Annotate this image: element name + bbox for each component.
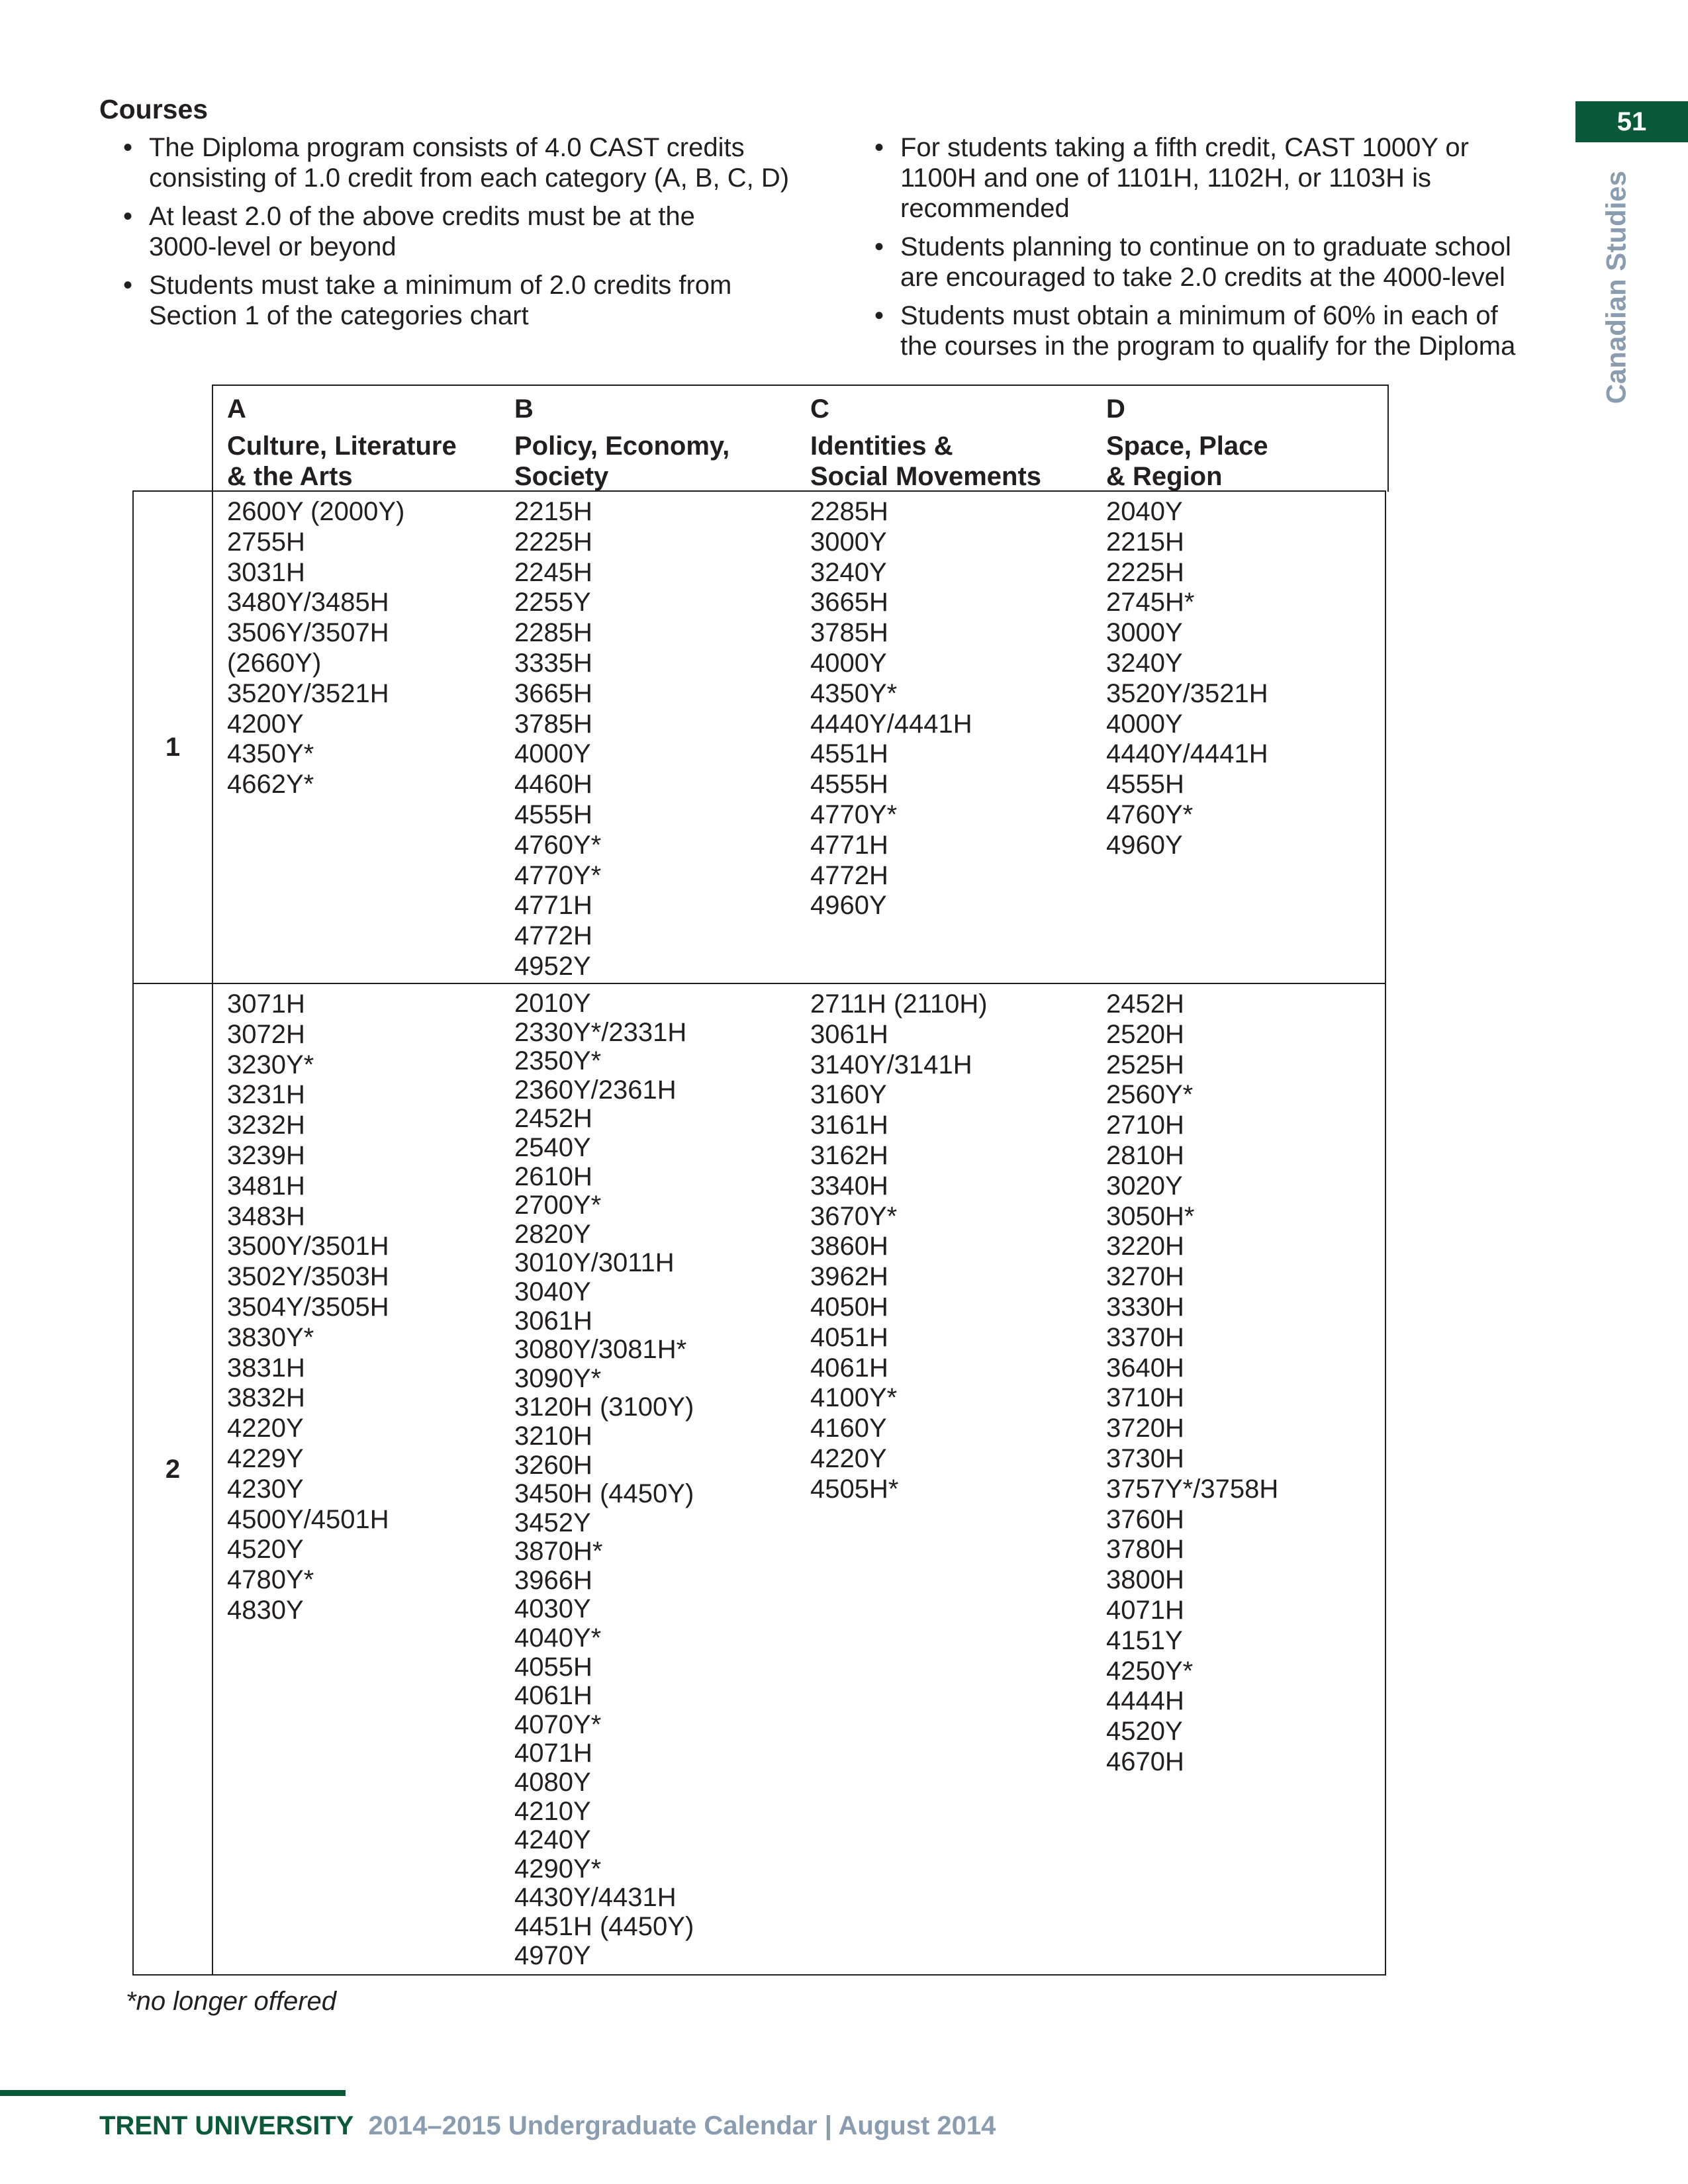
row-divider [212, 492, 213, 983]
bullet-item [851, 132, 1566, 224]
course-list-a [227, 497, 404, 800]
course-code: 2350Y* [514, 1046, 602, 1076]
course-code: 4250Y* [1106, 1656, 1194, 1686]
course-list-d [1106, 989, 1278, 1778]
column-title-line: Space, Place [1106, 432, 1268, 461]
course-code: 4200Y [227, 709, 304, 739]
course-code: 3050H* [1106, 1201, 1195, 1231]
bullet-line: 1100H and one of 1101H, 1102H, or 1103H is [900, 163, 1432, 193]
course-code: 2330Y*/2331H [514, 1017, 687, 1047]
course-code: 4061H [514, 1681, 592, 1711]
column-header-a [227, 394, 457, 492]
course-code: 4430Y/4431H [514, 1883, 677, 1913]
course-code: 4760Y* [1106, 799, 1194, 829]
column-title [227, 431, 457, 492]
course-code: 3160Y [810, 1080, 887, 1110]
course-code: 3072H [227, 1019, 305, 1049]
course-code: 4220Y [810, 1443, 887, 1473]
bullet-line: The Diploma program consists of 4.0 CAST credits [149, 133, 745, 162]
bullet-item [99, 201, 861, 262]
bullet-line: consisting of 1.0 credit from each category (A, B, C, D) [149, 163, 790, 193]
bullet-item [99, 132, 861, 193]
table-header [212, 385, 1389, 492]
column-header-b [514, 394, 729, 492]
course-code: 2700Y* [514, 1191, 602, 1220]
bullet-line: At least 2.0 of the above credits must be at the [149, 202, 695, 231]
course-code: 3330H [1106, 1292, 1184, 1322]
course-code: 4520Y [227, 1535, 304, 1565]
course-code: (2660Y) [227, 648, 322, 678]
course-code: 3231H [227, 1080, 305, 1110]
course-code: 4555H [514, 799, 592, 829]
course-code: 3090Y* [514, 1363, 602, 1393]
bullet-item [851, 232, 1566, 293]
course-code: 2285H [514, 618, 592, 648]
course-code: 4350Y* [227, 739, 314, 769]
course-code: 3230Y* [227, 1050, 314, 1079]
course-code: 3760H [1106, 1504, 1184, 1534]
course-code: 3260H [514, 1450, 592, 1480]
course-code: 3061H [810, 1019, 888, 1049]
course-code: 4220Y [227, 1414, 304, 1443]
course-code: 3500Y/3501H [227, 1232, 389, 1261]
course-code: 2452H [514, 1104, 592, 1134]
column-letter: A [227, 394, 246, 424]
course-code: 3370H [1106, 1322, 1184, 1352]
page-number: 51 [1575, 101, 1688, 142]
column-title-line: Society [514, 462, 609, 491]
bullet-line: are encouraged to take 2.0 credits at the 4000-level [900, 263, 1505, 292]
course-code: 3780H [1106, 1535, 1184, 1565]
course-code: 3071H [227, 989, 305, 1019]
course-code: 4670H [1106, 1747, 1184, 1776]
course-code: 4772H [514, 921, 592, 951]
course-code: 4952Y [514, 951, 591, 981]
course-code: 2255Y [514, 588, 591, 617]
course-code: 2010Y [514, 989, 591, 1018]
course-code: 2520H [1106, 1019, 1184, 1049]
course-code: 2040Y [1106, 497, 1183, 526]
course-code: 2711H (2110H) [810, 989, 988, 1019]
course-code: 2710H [1106, 1111, 1184, 1140]
course-code: 3239H [227, 1140, 305, 1170]
course-code: 4772H [810, 860, 888, 890]
course-code: 4229Y [227, 1443, 304, 1473]
course-code: 3670Y* [810, 1201, 898, 1231]
course-code: 3270H [1106, 1262, 1184, 1292]
course-code: 3730H [1106, 1443, 1184, 1473]
course-code: 4071H [514, 1739, 592, 1768]
course-list-b [514, 989, 694, 1970]
column-title-line: Culture, Literature [227, 432, 457, 461]
row-section-label: 2 [165, 1455, 181, 1484]
course-code: 4240Y [514, 1825, 591, 1855]
course-code: 4770Y* [810, 799, 898, 829]
bullet-line: 3000-level or beyond [149, 232, 397, 261]
course-code: 3757Y*/3758H [1106, 1474, 1279, 1504]
course-code: 3520Y/3521H [1106, 678, 1268, 708]
column-letter: C [810, 394, 829, 424]
table-row-section-1 [132, 490, 1386, 984]
course-code: 3502Y/3503H [227, 1262, 389, 1292]
course-code: 3340H [810, 1171, 888, 1201]
bullet-list-left [99, 132, 861, 339]
course-code: 3080Y/3081H* [514, 1335, 687, 1365]
course-code: 2245H [514, 557, 592, 587]
course-code: 2225H [1106, 557, 1184, 587]
bullet-item [99, 270, 861, 331]
course-code: 3785H [810, 618, 888, 648]
course-code: 3000Y [810, 527, 887, 557]
course-code: 4500Y/4501H [227, 1504, 389, 1534]
course-code: 3830Y* [227, 1322, 314, 1352]
side-section-title: Canadian Studies [1600, 171, 1631, 404]
bullet-line: recommended [900, 194, 1070, 223]
course-code: 3504Y/3505H [227, 1292, 389, 1322]
course-code: 2810H [1106, 1140, 1184, 1170]
course-code: 2215H [1106, 527, 1184, 557]
course-code: 3520Y/3521H [227, 678, 389, 708]
footer-calendar: 2014–2015 Undergraduate Calendar | August 2014 [368, 2111, 996, 2140]
course-code: 3452Y [514, 1508, 591, 1537]
course-code: 3962H [810, 1262, 888, 1292]
course-code: 4771H [514, 891, 592, 921]
bullet-line: Students planning to continue on to graduate school [900, 232, 1511, 261]
course-code: 4460H [514, 770, 592, 799]
course-list-a [227, 989, 389, 1626]
column-title-line: & the Arts [227, 462, 353, 491]
footnote: *no longer offered [126, 1987, 337, 2016]
course-code: 3483H [227, 1201, 305, 1231]
course-code: 4960Y [1106, 830, 1183, 860]
course-code: 4662Y* [227, 770, 314, 799]
course-code: 4551H [810, 739, 888, 769]
bullet-list-right [851, 132, 1566, 369]
course-code: 4970Y [514, 1940, 591, 1970]
course-code: 3000Y [1106, 618, 1183, 648]
course-code: 3665H [514, 678, 592, 708]
course-list-d [1106, 497, 1268, 861]
course-code: 2600Y (2000Y) [227, 497, 405, 526]
course-code: 3020Y [1106, 1171, 1183, 1201]
column-title-line: Policy, Economy, [514, 432, 730, 461]
course-code: 4771H [810, 830, 888, 860]
course-code: 3240Y [810, 557, 887, 587]
course-code: 3860H [810, 1232, 888, 1261]
course-code: 4350Y* [810, 678, 898, 708]
course-code: 3210H [514, 1421, 592, 1451]
course-code: 4505H* [810, 1474, 899, 1504]
course-code: 4440Y/4441H [1106, 739, 1268, 769]
course-code: 2820Y [514, 1219, 591, 1249]
course-code: 2560Y* [1106, 1080, 1194, 1110]
course-list-c [810, 989, 988, 1505]
course-code: 2610H [514, 1161, 592, 1191]
course-code: 2215H [514, 497, 592, 526]
course-code: 3480Y/3485H [227, 588, 389, 617]
bullet-line: the courses in the program to qualify for the Diploma [900, 332, 1516, 361]
course-code: 4555H [1106, 770, 1184, 799]
course-code: 4051H [810, 1322, 888, 1352]
course-code: 2540Y [514, 1132, 591, 1162]
course-code: 3800H [1106, 1565, 1184, 1595]
course-code: 2755H [227, 527, 305, 557]
course-code: 3335H [514, 648, 592, 678]
course-code: 4000Y [1106, 709, 1183, 739]
bullet-item [851, 300, 1566, 361]
column-title [514, 431, 729, 492]
course-code: 2225H [514, 527, 592, 557]
course-code: 4230Y [227, 1474, 304, 1504]
column-title-line: & Region [1106, 462, 1223, 491]
course-code: 4100Y* [810, 1383, 898, 1413]
course-code: 3720H [1106, 1414, 1184, 1443]
course-list-c [810, 497, 972, 921]
column-letter: D [1106, 394, 1125, 424]
course-code: 4151Y [1106, 1625, 1183, 1655]
column-title [810, 431, 1041, 492]
column-title [1106, 431, 1268, 492]
course-code: 4080Y [514, 1768, 591, 1797]
course-code: 4520Y [1106, 1717, 1183, 1747]
column-header-d [1106, 394, 1268, 492]
row-section-label: 1 [165, 733, 181, 762]
column-title-line: Social Movements [810, 462, 1042, 491]
course-code: 4440Y/4441H [810, 709, 972, 739]
course-code: 3040Y [514, 1277, 591, 1306]
course-code: 3450H (4450Y) [514, 1479, 694, 1509]
course-code: 3161H [810, 1111, 888, 1140]
bullet-line: Students must obtain a minimum of 60% in each of [900, 301, 1498, 330]
course-code: 4000Y [810, 648, 887, 678]
course-code: 4290Y* [514, 1854, 602, 1884]
course-code: 3220H [1106, 1232, 1184, 1261]
course-code: 4071H [1106, 1595, 1184, 1625]
course-code: 4055H [514, 1652, 592, 1682]
course-code: 3240Y [1106, 648, 1183, 678]
course-code: 3665H [810, 588, 888, 617]
course-code: 3031H [227, 557, 305, 587]
course-code: 4830Y [227, 1595, 304, 1625]
course-code: 2452H [1106, 989, 1184, 1019]
course-code: 3640H [1106, 1353, 1184, 1383]
course-code: 4030Y [514, 1594, 591, 1624]
course-code: 3832H [227, 1383, 305, 1413]
course-code: 3870H* [514, 1537, 603, 1567]
column-header-c [810, 394, 1041, 492]
course-code: 4451H (4450Y) [514, 1912, 694, 1941]
bullet-line: Students must take a minimum of 2.0 credits from [149, 271, 732, 300]
course-code: 3061H [514, 1306, 592, 1336]
course-code: 4444H [1106, 1686, 1184, 1716]
course-code: 3481H [227, 1171, 305, 1201]
course-code: 4770Y* [514, 860, 602, 890]
row-divider [212, 984, 213, 1974]
course-code: 4050H [810, 1292, 888, 1322]
course-code: 2745H* [1106, 588, 1195, 617]
course-code: 4160Y [810, 1414, 887, 1443]
column-title-line: Identities & [810, 432, 953, 461]
course-list-b [514, 497, 601, 982]
course-code: 3162H [810, 1140, 888, 1170]
course-code: 2360Y/2361H [514, 1075, 677, 1105]
course-code: 4210Y [514, 1796, 591, 1826]
course-code: 3710H [1106, 1383, 1184, 1413]
course-code: 3506Y/3507H [227, 618, 389, 648]
course-code: 3785H [514, 709, 592, 739]
course-code: 2525H [1106, 1050, 1184, 1079]
course-code: 4070Y* [514, 1709, 602, 1739]
footer-university: TRENT UNIVERSITY [99, 2111, 354, 2140]
course-code: 4960Y [810, 891, 887, 921]
course-code: 3966H [514, 1565, 592, 1595]
course-code: 2285H [810, 497, 888, 526]
course-code: 4760Y* [514, 830, 602, 860]
course-code: 4000Y [514, 739, 591, 769]
course-code: 4780Y* [227, 1565, 314, 1595]
bullet-line: For students taking a fifth credit, CAST 1000Y or [900, 133, 1469, 162]
section-heading: Courses [99, 94, 209, 124]
course-code: 4040Y* [514, 1623, 602, 1653]
course-code: 3140Y/3141H [810, 1050, 972, 1079]
course-code: 4555H [810, 770, 888, 799]
bullet-line: Section 1 of the categories chart [149, 301, 529, 330]
course-code: 4061H [810, 1353, 888, 1383]
column-letter: B [514, 394, 534, 424]
course-code: 3120H (3100Y) [514, 1392, 694, 1422]
table-row-section-2 [132, 983, 1386, 1976]
course-code: 3010Y/3011H [514, 1248, 675, 1278]
footer-accent-bar [0, 2090, 346, 2096]
footer [99, 2111, 996, 2141]
course-code: 3831H [227, 1353, 305, 1383]
course-code: 3232H [227, 1111, 305, 1140]
